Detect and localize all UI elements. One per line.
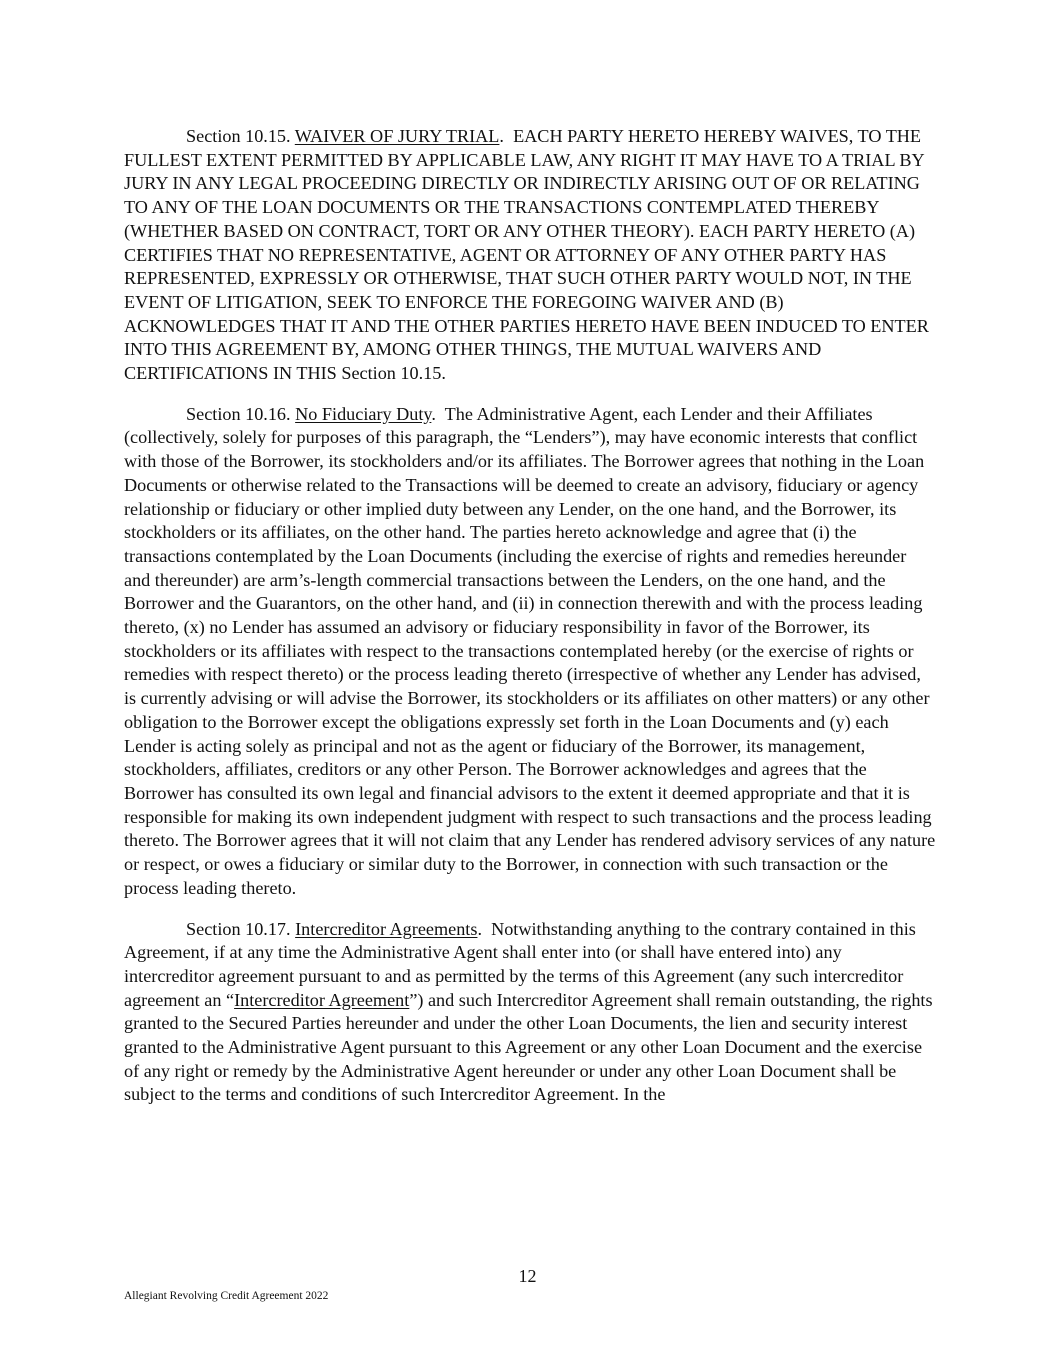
section-title: WAIVER OF JURY TRIAL: [294, 126, 500, 146]
page-number: 12: [518, 1266, 537, 1286]
document-page: [124, 125, 936, 1124]
section-body-after: ”) and such Intercreditor Agreement shall remain outstanding, the rights granted to the Secured Parties hereunder and under the other Loan Documents, the lien and security interest granted to the Administrative Agent pursuant to this Agreement or any other Loan Document and the exercise of any right or remedy by the Administrative Agent hereunder or under any other Loan Document shall be subject to the terms and conditions of such Intercreditor Agreement. In the: [124, 989, 933, 1105]
section-number: Section 10.15.: [186, 126, 291, 146]
section-10-16: [124, 403, 936, 901]
section-title-end: .: [431, 403, 436, 424]
section-body: EACH PARTY HERETO HEREBY WAIVES, TO THE FULLEST EXTENT PERMITTED BY APPLICABLE LAW, ANY RIGHT IT MAY HAVE TO A TRIAL BY JURY IN ANY LEGAL PROCEEDING DIRECTLY OR INDIRECTLY ARISING OUT OF OR RELATING TO ANY OF THE LOAN DOCUMENTS OR THE TRANSACTIONS CONTEMPLATED THEREBY (WHETHER BASED ON CONTRACT, TORT OR ANY OTHER THEORY). EACH PARTY HERETO (A) CERTIFIES THAT NO REPRESENTATIVE, AGENT OR ATTORNEY OF ANY OTHER PARTY HAS REPRESENTED, EXPRESSLY OR OTHERWISE, THAT SUCH OTHER PARTY WOULD NOT, IN THE EVENT OF LITIGATION, SEEK TO ENFORCE THE FOREGOING WAIVER AND (B) ACKNOWLEDGES THAT IT AND THE OTHER PARTIES HERETO HAVE BEEN INDUCED TO ENTER INTO THIS AGREEMENT BY, AMONG OTHER THINGS, THE MUTUAL WAIVERS AND CERTIFICATIONS IN THIS Section 10.15.: [124, 126, 929, 384]
section-body-before: Notwithstanding anything to the contrary contained in this Agreement, if at any time the Administrative Agent shall enter into (or shall have entered into) any intercreditor agreement pursuant to and as permitted by the terms of this Agreement (any such intercreditor agreement an “: [124, 918, 916, 1010]
defined-term: Intercreditor Agreement: [234, 989, 410, 1010]
section-title: No Fiduciary Duty: [295, 403, 432, 424]
section-title: Intercreditor Agreements: [295, 918, 478, 939]
document-footer: Allegiant Revolving Credit Agreement 2022: [124, 1290, 329, 1302]
section-number: Section 10.17.: [186, 918, 291, 939]
section-title-end: .: [499, 126, 504, 146]
section-title-end: .: [477, 918, 482, 939]
section-10-15: [124, 125, 936, 386]
section-body: The Administrative Agent, each Lender and their Affiliates (collectively, solely for purposes of this paragraph, the “Lenders”), may have economic interests that conflict with those of the Borrower, its stockholders and/or its affiliates. The Borrower agrees that nothing in the Loan Documents or otherwise related to the Transactions will be deemed to create an advisory, fiduciary or agency relationship or fiduciary or other implied duty between any Lender, on the one hand, and the Borrower, its stockholders or its affiliates, on the other hand. The parties hereto acknowledge and agree that (i) the transactions contemplated by the Loan Documents (including the exercise of rights and remedies hereunder and thereunder) are arm’s-length commercial transactions between the Lenders, on the one hand, and the Borrower and the Guarantors, on the other hand, and (ii) in connection therewith and with the process leading thereto, (x) no Lender has assumed an advisory or fiduciary responsibility in favor of the Borrower, its stockholders or its affiliates with respect to the transactions contemplated hereby (or the exercise of rights or remedies with respect thereto) or the process leading thereto (irrespective of whether any Lender has advised, is currently advising or will advise the Borrower, its stockholders or its affiliates on other matters) or any other obligation to the Borrower except the obligations expressly set forth in the Loan Documents and (y) each Lender is acting solely as principal and not as the agent or fiduciary of the Borrower, its management, stockholders, affiliates, creditors or any other Person. The Borrower acknowledges and agrees that the Borrower has consulted its own legal and financial advisors to the extent it deemed appropriate and that it is responsible for making its own independent judgment with respect to such transactions and the process leading thereto. The Borrower agrees that it will not claim that any Lender has rendered advisory services of any nature or respect, or owes a fiduciary or similar duty to the Borrower, in connection with such transaction or the process leading thereto.: [124, 403, 936, 898]
section-10-17: [124, 918, 936, 1108]
section-number: Section 10.16.: [186, 403, 291, 424]
